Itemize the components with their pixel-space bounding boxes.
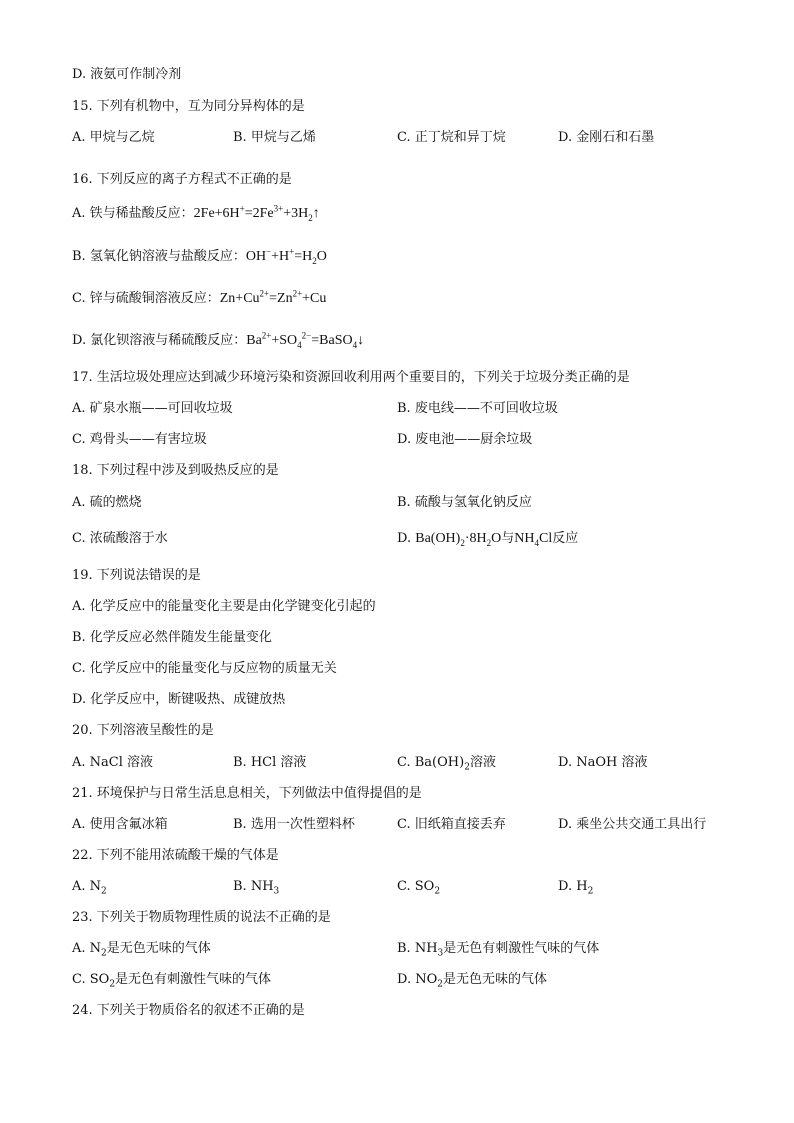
question-18-option-b: B. 硫酸与氢氧化钠反应 <box>397 495 532 510</box>
question-22-option-a: A. $N_2$ <box>72 879 107 897</box>
question-24-stem: 24. 下列关于物质俗名的叙述不正确的是 <box>72 1003 305 1018</box>
question-21-option-b: B. 选用一次性塑料杯 <box>233 817 355 832</box>
question-16-stem: 16. 下列反应的离子方程式不正确的是 <box>72 172 292 187</box>
question-19-option-c: C. 化学反应中的能量变化与反应物的质量无关 <box>72 661 337 676</box>
question-22-option-d: D. $H_2$ <box>558 879 594 897</box>
question-18-option-d <box>397 530 578 548</box>
question-23-option-c: C. $SO_2$是无色有刺激性气味的气体 <box>72 972 272 990</box>
question-15-option-b: B. 甲烷与乙烯 <box>233 130 316 145</box>
option-label: A. 铁与稀盐酸反应： <box>72 206 194 221</box>
question-22-option-c: C. $SO_2$ <box>397 879 441 897</box>
question-18-option-c: C. 浓硫酸溶于水 <box>72 531 168 546</box>
option-label: D. <box>397 531 412 546</box>
question-20-option-c: C. $Ba(OH)_2$溶液 <box>397 755 496 773</box>
question-23-option-a: A. $N_2$是无色无味的气体 <box>72 941 211 959</box>
question-21-stem: 21. 环境保护与日常生活息息相关，下列做法中值得提倡的是 <box>72 786 422 801</box>
question-22-option-b: B. $NH_3$ <box>233 879 280 897</box>
question-16-option-a <box>72 205 320 223</box>
question-17-option-c: C. 鸡骨头——有害垃圾 <box>72 432 207 447</box>
question-17-option-a: A. 矿泉水瓶——可回收垃圾 <box>72 401 233 416</box>
question-23-option-b: B. $NH_3$是无色有刺激性气味的气体 <box>397 941 600 959</box>
question-21-option-d: D. 乘坐公共交通工具出行 <box>558 817 707 832</box>
connector: 与 <box>501 531 515 546</box>
question-16-option-b <box>72 248 327 266</box>
option-suffix: 是无色无味的气体 <box>443 972 548 987</box>
question-19-option-b: B. 化学反应必然伴随发生能量变化 <box>72 630 272 645</box>
option-label: C. 锌与硫酸铜溶液反应： <box>72 291 220 306</box>
formula: $NH_4Cl$ <box>514 531 553 548</box>
question-15-option-a: A. 甲烷与乙烷 <box>72 130 155 145</box>
question-15-stem: 15. 下列有机物中，互为同分异构体的是 <box>72 99 305 114</box>
question-21-option-a: A. 使用含氟冰箱 <box>72 817 168 832</box>
question-15-option-d: D. 金刚石和石墨 <box>558 130 655 145</box>
question-16-option-d <box>72 332 364 350</box>
question-16-option-c <box>72 290 326 308</box>
option-suffix: 溶液 <box>469 755 496 770</box>
option-label: B. 氢氧化钠溶液与盐酸反应： <box>72 249 246 264</box>
question-20-option-a: A. NaCl 溶液 <box>72 755 154 770</box>
question-20-option-d: D. NaOH 溶液 <box>558 755 648 770</box>
question-17-option-b: B. 废电线——不可回收垃圾 <box>397 401 558 416</box>
question-19-stem: 19. 下列说法错误的是 <box>72 568 201 583</box>
question-17-option-d: D. 废电池——厨余垃圾 <box>397 432 533 447</box>
question-15-option-c: C. 正丁烷和异丁烷 <box>397 130 506 145</box>
ionic-equation: $2Fe+6H^+=2Fe^{3+}+3H_2↑$ <box>193 203 320 223</box>
formula: $Ba(OH)_2\cdot 8H_2O$ <box>415 531 502 548</box>
option-suffix: 是无色有刺激性气味的气体 <box>115 972 272 987</box>
ionic-equation: $Ba^{2+}+SO_4^{2-}=BaSO_4↓$ <box>246 330 365 350</box>
question-19-option-d: D. 化学反应中，断键吸热、成键放热 <box>72 692 286 707</box>
question-17-stem: 17. 生活垃圾处理应达到减少环境污染和资源回收利用两个重要目的，下列关于垃圾分类正确的是 <box>72 370 630 385</box>
option-suffix: 是无色有刺激性气味的气体 <box>443 941 600 956</box>
question-23-stem: 23. 下列关于物质物理性质的说法不正确的是 <box>72 910 331 925</box>
question-22-stem: 22. 下列不能用浓硫酸干燥的气体是 <box>72 848 279 863</box>
question-14-option-d: D. 液氨可作制冷剂 <box>72 67 182 82</box>
option-suffix: 是无色无味的气体 <box>106 941 211 956</box>
question-19-option-a: A. 化学反应中的能量变化主要是由化学键变化引起的 <box>72 599 376 614</box>
question-23-option-d: D. $NO_2$是无色无味的气体 <box>397 972 548 990</box>
option-suffix: 反应 <box>552 531 579 546</box>
option-label: D. 氯化钡溶液与稀硫酸反应： <box>72 333 247 348</box>
ionic-equation: $Zn+Cu^{2+}=Zn^{2+}+Cu$ <box>219 288 327 306</box>
question-20-stem: 20. 下列溶液呈酸性的是 <box>72 723 214 738</box>
question-18-stem: 18. 下列过程中涉及到吸热反应的是 <box>72 463 279 478</box>
ionic-equation: $OH^-+H^+=H_2O$ <box>245 246 327 266</box>
question-21-option-c: C. 旧纸箱直接丢弃 <box>397 817 506 832</box>
question-18-option-a: A. 硫的燃烧 <box>72 495 142 510</box>
question-20-option-b: B. HCl 溶液 <box>233 755 307 770</box>
